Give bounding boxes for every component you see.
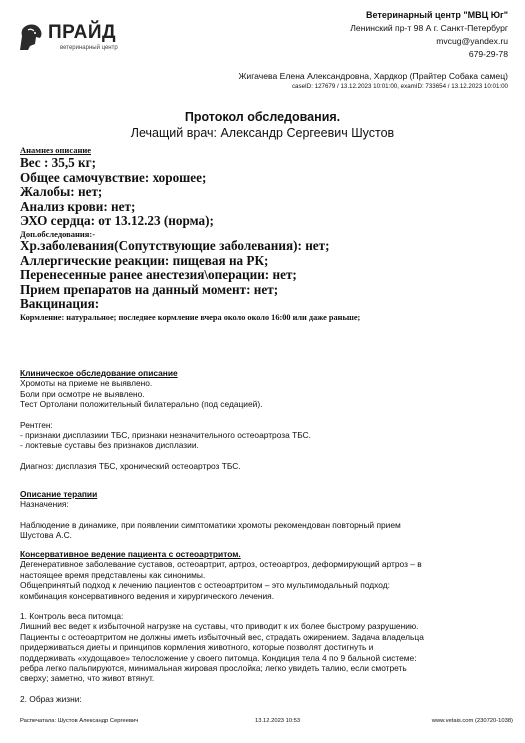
document-title: Протокол обследования. — [184, 110, 341, 124]
blood-test: Анализ крови: нет; — [20, 198, 136, 214]
past-anesthesia: Перенесенные ранее анестезия\операции: нет; — [20, 267, 297, 283]
vaccination: Вакцинация: — [20, 296, 100, 312]
clinic-address: Ленинский пр-т 98 А г. Санкт-Петербург — [350, 23, 508, 33]
logo-wordmark: ПРАЙД — [48, 22, 117, 43]
logo-subtitle: ветеринарный центр — [60, 45, 118, 51]
observation-line: Наблюдение в динамике, при появлении симптоматики хромоты рекомендован повторный прием — [20, 519, 401, 530]
lion-logo-icon — [16, 22, 44, 52]
clinic-logo — [16, 20, 146, 60]
vetais-site: www.vetais.com (230720-1038) — [431, 718, 513, 724]
conservative-section — [20, 549, 510, 704]
item-1-line: придерживаться диеты и принципов кормления животного, которые позволят достигнуть и — [20, 642, 374, 653]
anamnesis-section — [20, 145, 510, 324]
item-2-title: 2. Образ жизни: — [20, 693, 82, 704]
clinical-line: Хромоты на приеме не выявлено. — [20, 378, 153, 389]
clinic-phone: 679-29-78 — [468, 49, 508, 59]
extra-exams-heading: Доп.обследования:- — [20, 228, 96, 239]
current-drugs: Прием препаратов на данный момент: нет; — [20, 281, 279, 297]
conservative-line: Общепринятый подход к лечению пациентов с остеоартритом – это мультимодальный подход: — [20, 580, 390, 591]
anamnesis-heading: Анамнез описание — [20, 145, 92, 155]
therapy-heading: Описание терапии — [20, 489, 98, 499]
clinical-section — [20, 368, 510, 471]
complaints: Жалобы: нет; — [20, 184, 103, 200]
item-1-line: ребра легко пальпируются, минимальная жировая прослойка; легко увидеть талию, если смотреть — [20, 663, 407, 674]
diagnosis: Диагноз: дисплазия ТБС, хронический остеоартроз ТБС. — [20, 460, 241, 471]
conservative-line: настоящее время представлены как синонимы. — [20, 569, 206, 580]
heart-echo: ЭХО сердца: от 13.12.23 (норма); — [20, 213, 214, 229]
feeding: Кормление: натуральное; последнее кормление вчера около около 16:00 или даже раньше; — [20, 312, 361, 322]
clinical-line: Тест Ортолани положительный билатерально (под седацией). — [20, 399, 263, 410]
clinical-heading: Клиническое обследование описание — [20, 368, 178, 378]
weight: Вес : 35,5 кг; — [20, 155, 97, 170]
conservative-line: Дегенеративное заболевание суставов, остеоартрит, артроз, остеоартроз, деформирующий артроз – в — [20, 559, 422, 570]
therapy-section — [20, 489, 510, 541]
wellbeing: Общее самочувствие: хорошее; — [20, 169, 207, 185]
chronic-diseases: Хр.заболевания(Сопутствующие заболевания): нет; — [20, 237, 330, 253]
xray-line: - локтевые суставы без признаков дисплазии. — [20, 440, 199, 451]
conservative-heading: Консервативное ведение пациента с остеоартритом. — [20, 549, 241, 559]
appointments-label: Назначения: — [20, 499, 69, 510]
case-ids: caseID: 127679 / 13.12.2023 10:01:00, examID: 733654 / 13.12.2023 10:01:00 — [291, 83, 508, 90]
xray-line: - признаки дисплазиии ТБС, признаки незначительного остеоартроза ТБС. — [20, 430, 311, 441]
conservative-line: комбинация консервативного ведения и хирургического лечения. — [20, 590, 275, 601]
clinic-name: Ветеринарный центр "МВЦ Юг" — [366, 10, 508, 20]
item-1-line: Лишний вес ведет к избыточной нагрузке на суставы, что приводит к их более быстрому разрушению. — [20, 621, 419, 632]
printed-by: Распечатала: Шустов Александр Сергеевич — [20, 718, 139, 724]
observation-line: Шустова А.С. — [20, 530, 72, 541]
clinical-line: Боли при осмотре не выявлено. — [20, 388, 145, 399]
item-1-title: 1. Контроль веса питомца: — [20, 611, 124, 622]
attending-doctor: Лечащий врач: Александр Сергеевич Шустов — [130, 126, 395, 140]
xray-heading: Рентген: — [20, 419, 53, 430]
clinic-info — [350, 9, 508, 61]
patient-line: Жигачева Елена Александровна, Хардкор (Прайтер Собака самец) — [238, 71, 508, 81]
printed-at: 13.12.2023 10:53 — [255, 718, 301, 724]
item-1-line: поддерживать «худощавое» телосложение у своего питомца. Кондиция тела 4 по 9 бальной системе: — [20, 652, 417, 663]
allergies: Аллергические реакции: пищевая на РК; — [20, 252, 269, 268]
item-1-line: сверху; заметно, что живот втянут. — [20, 673, 155, 684]
clinic-email: mvcug@yandex.ru — [436, 36, 508, 46]
item-1-line: Пациенты с остеоартритом не должны иметь избыточный вес, страдать ожирением. Задача владельца — [20, 631, 424, 642]
